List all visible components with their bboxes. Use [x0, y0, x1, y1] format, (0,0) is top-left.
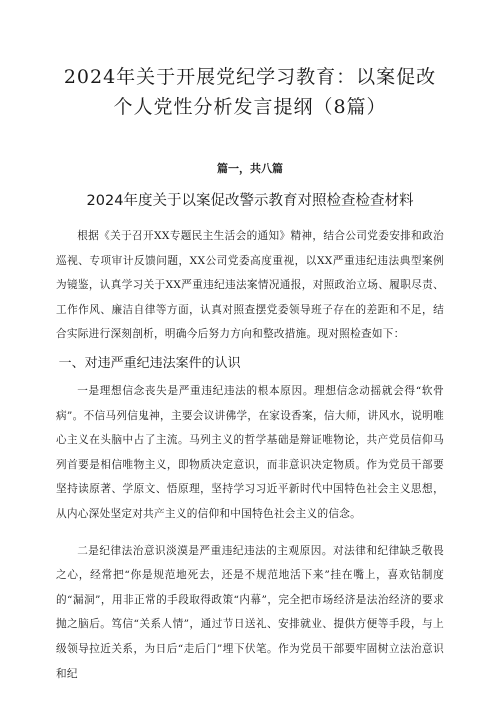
- body-paragraph-1: 一是理想信念丧失是严重违纪违法的根本原因。理想信念动摇就会得“软骨病”。不信马列信鬼神，主要会议讲佛学，在家设香案，信大师，讲风水，说明唯心主义在头脑中占了主流。马列主义的哲学基础是辩证唯物论，共产党员信仰马列首要是相信唯物主义，即物质决定意识，而非意识决定物质。作为党员干部要坚持读原著、学原文、悟原理，坚持学习习近平新时代中国特色社会主义思想，从内心深处坚定对共产主义的信仰和中国特色社会主义的信念。: [56, 384, 444, 520]
- document-title: 2024年关于开展党纪学习教育：以案促改个人党性分析发言提纲（8篇）: [63, 66, 437, 118]
- part-label: 篇一，共八篇: [217, 162, 283, 175]
- intro-paragraph: 根据《关于召开XX专题民主生活会的通知》精神，结合公司党委安排和政治巡视、专项审计反馈问题，XX公司党委高度重视，以XX严重违纪违法典型案例为镜鉴，认真学习关于XX严重违纪违法案情况通报，对照政治立场、履职尽责、工作作风、廉洁自律等方面，认真对照查摆党委领导班子存在的差距和不足，结合实际进行深刻剖析，明确今后努力方向和整改措施。现对照检查如下：: [56, 230, 444, 341]
- body-paragraph-2: 二是纪律法治意识淡漠是严重违纪违法的主观原因。对法律和纪律缺乏敬畏之心，经常把“你是规范地死去，还是不规范地活下来”挂在嘴上，喜欢钻制度的“漏洞”，用非正常的手段取得政策“内幕”，完全把市场经济是法治经济的要求抛之脑后。笃信“关系人情”，通过节日送礼、安排就业、提供方便等手段，与上级领导拉近关系，为日后“走后门”埋下伏笔。作为党员干部要牢固树立法治意识和纪: [56, 544, 444, 680]
- section-heading: 一、对违严重纪违法案件的认识: [58, 355, 241, 371]
- article-subtitle: 2024年度关于以案促改警示教育对照检查检查材料: [86, 193, 414, 209]
